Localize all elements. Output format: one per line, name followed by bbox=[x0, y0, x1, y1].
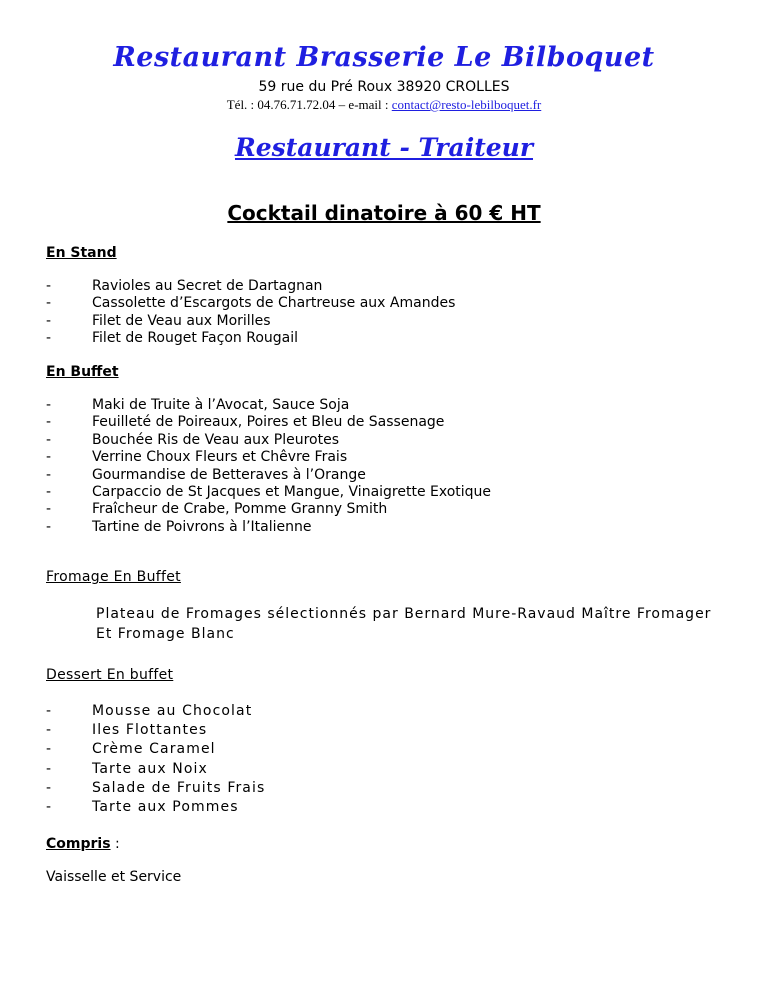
bullet: - bbox=[46, 501, 52, 518]
dessert-list bbox=[46, 702, 265, 817]
bullet: - bbox=[46, 741, 53, 758]
list-item bbox=[46, 449, 491, 466]
dessert-heading: Dessert En buffet bbox=[46, 667, 174, 683]
list-item-text: Salade de Fruits Frais bbox=[92, 779, 266, 796]
bullet: - bbox=[46, 414, 52, 431]
bullet: - bbox=[46, 798, 53, 815]
restaurant-subtitle: Restaurant - Traiteur bbox=[234, 133, 533, 162]
list-item bbox=[46, 519, 491, 536]
restaurant-contact bbox=[0, 97, 768, 113]
bullet: - bbox=[46, 330, 52, 347]
stand-heading: En Stand bbox=[46, 245, 117, 261]
list-item-text: Fraîcheur de Crabe, Pomme Granny Smith bbox=[92, 501, 388, 518]
offer-title: Cocktail dinatoire à 60 € HT bbox=[227, 201, 541, 225]
list-item bbox=[46, 760, 265, 779]
list-item-text: Bouchée Ris de Veau aux Pleurotes bbox=[92, 431, 340, 448]
bullet: - bbox=[46, 449, 52, 466]
bullet: - bbox=[46, 312, 52, 329]
cheese-line-2: Et Fromage Blanc bbox=[96, 626, 235, 642]
included-heading bbox=[46, 836, 120, 852]
buffet-heading: En Buffet bbox=[46, 364, 119, 380]
list-item-text: Mousse au Chocolat bbox=[92, 703, 253, 719]
bullet: - bbox=[46, 703, 53, 719]
list-item-text: Crème Caramel bbox=[92, 741, 216, 758]
stand-list bbox=[46, 278, 455, 348]
bullet: - bbox=[46, 295, 52, 312]
list-item bbox=[46, 330, 455, 347]
list-item bbox=[46, 484, 491, 501]
list-item-text: Ravioles au Secret de Dartagnan bbox=[92, 278, 323, 294]
list-item bbox=[46, 467, 491, 484]
list-item bbox=[46, 779, 265, 798]
bullet: - bbox=[46, 483, 52, 500]
list-item-text: Tarte aux Pommes bbox=[92, 798, 239, 815]
list-item bbox=[46, 721, 265, 740]
list-item-text: Verrine Choux Fleurs et Chêvre Frais bbox=[92, 449, 348, 466]
list-item bbox=[46, 501, 491, 518]
list-item-text: Filet de Rouget Façon Rougail bbox=[92, 330, 299, 347]
included-value: Vaisselle et Service bbox=[46, 869, 182, 885]
list-item-text: Filet de Veau aux Morilles bbox=[92, 312, 271, 329]
list-item-text: Iles Flottantes bbox=[92, 722, 208, 739]
list-item-text: Carpaccio de St Jacques et Mangue, Vinaigrette Exotique bbox=[92, 483, 492, 500]
list-item bbox=[46, 313, 455, 330]
list-item bbox=[46, 278, 455, 295]
list-item bbox=[46, 397, 491, 414]
list-item bbox=[46, 295, 455, 312]
bullet: - bbox=[46, 760, 53, 777]
included-label: Compris bbox=[46, 836, 111, 852]
bullet: - bbox=[46, 278, 52, 294]
list-item bbox=[46, 740, 265, 759]
list-item bbox=[46, 432, 491, 449]
restaurant-title: Restaurant Brasserie Le Bilboquet bbox=[113, 42, 655, 73]
bullet: - bbox=[46, 518, 52, 535]
bullet: - bbox=[46, 722, 53, 739]
bullet: - bbox=[46, 431, 52, 448]
list-item bbox=[46, 798, 265, 817]
included-colon: : bbox=[110, 836, 120, 852]
list-item bbox=[46, 702, 265, 721]
list-item-text: Feuilleté de Poireaux, Poires et Bleu de Sassenage bbox=[92, 414, 445, 431]
restaurant-address: 59 rue du Pré Roux 38920 CROLLES bbox=[258, 79, 510, 95]
list-item-text: Gourmandise de Betteraves à l’Orange bbox=[92, 466, 366, 483]
bullet: - bbox=[46, 466, 52, 483]
cheese-line-1: Plateau de Fromages sélectionnés par Bernard Mure-Ravaud Maître Fromager bbox=[96, 606, 712, 622]
list-item-text: Tarte aux Noix bbox=[92, 760, 208, 777]
phone-text: Tél. : 04.76.71.72.04 – e-mail : bbox=[226, 97, 392, 112]
bullet: - bbox=[46, 397, 52, 413]
list-item-text: Cassolette d’Escargots de Chartreuse aux Amandes bbox=[92, 295, 456, 312]
bullet: - bbox=[46, 779, 53, 796]
cheese-heading: Fromage En Buffet bbox=[46, 569, 181, 585]
list-item-text: Maki de Truite à l’Avocat, Sauce Soja bbox=[92, 397, 350, 413]
buffet-list bbox=[46, 397, 491, 536]
list-item bbox=[46, 414, 491, 431]
list-item-text: Tartine de Poivrons à l’Italienne bbox=[92, 518, 312, 535]
email-link[interactable]: contact@resto-lebilboquet.fr bbox=[391, 97, 542, 112]
